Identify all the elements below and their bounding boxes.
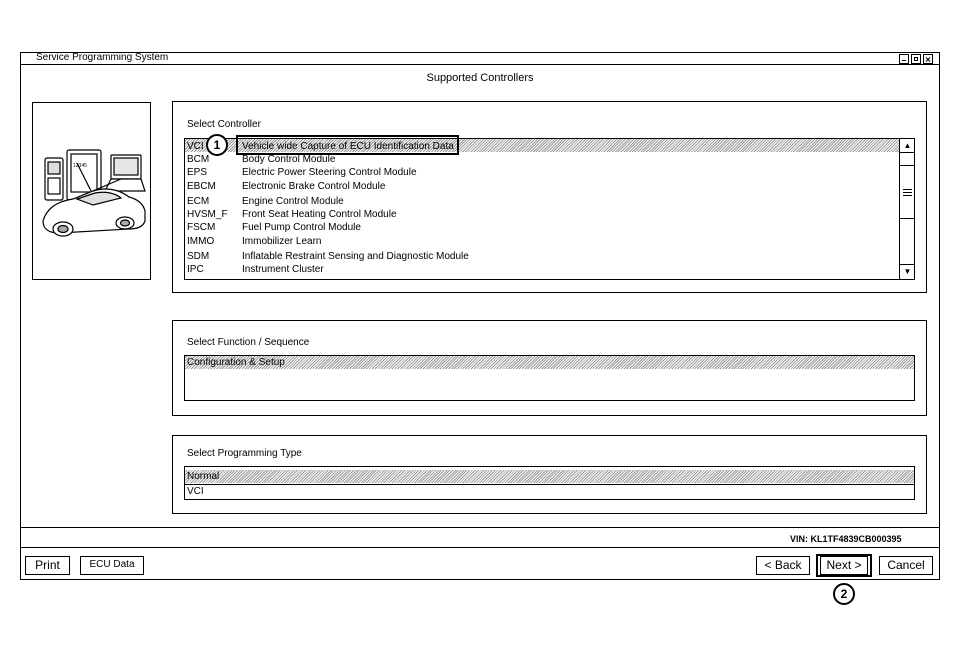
- close-icon[interactable]: [923, 54, 933, 64]
- next-button[interactable]: Next >: [820, 556, 868, 575]
- grip-line: [903, 192, 912, 193]
- list-item[interactable]: EBCM Electronic Brake Control Module: [187, 181, 386, 192]
- list-item[interactable]: BCM Body Control Module: [187, 154, 336, 165]
- callout-1-highlight: [236, 135, 459, 155]
- back-button[interactable]: < Back: [756, 556, 810, 575]
- scroll-up-icon[interactable]: ▲: [900, 139, 915, 153]
- ecu-data-button[interactable]: ECU Data: [80, 556, 144, 575]
- page-title: Supported Controllers: [426, 72, 534, 84]
- scrollbar[interactable]: [899, 139, 915, 279]
- minimize-icon[interactable]: [899, 54, 909, 64]
- list-item[interactable]: IPC Instrument Cluster: [187, 264, 324, 275]
- illustration-panel: [32, 102, 151, 280]
- function-section-label: Select Function / Sequence: [187, 337, 310, 348]
- vin-label: VIN: KL1TF4839CB000395: [790, 534, 902, 544]
- footer-divider: [20, 547, 940, 548]
- controller-listbox[interactable]: [184, 138, 915, 280]
- footer-divider: [20, 527, 940, 528]
- controller-section-label: Select Controller: [187, 119, 261, 130]
- grip-line: [903, 189, 912, 190]
- cancel-button[interactable]: Cancel: [879, 556, 933, 575]
- list-item[interactable]: EPS Electric Power Steering Control Module: [187, 167, 417, 178]
- scroll-thumb[interactable]: [900, 165, 915, 219]
- list-item[interactable]: VCI: [185, 484, 914, 497]
- list-item[interactable]: Normal: [185, 470, 914, 483]
- list-item[interactable]: ECM Engine Control Module: [187, 196, 344, 207]
- list-item[interactable]: IMMO Immobilizer Learn: [187, 236, 322, 247]
- scroll-down-icon[interactable]: ▼: [900, 264, 915, 278]
- callout-2-badge: 2: [833, 583, 855, 605]
- function-listbox[interactable]: [184, 355, 915, 401]
- programming-type-label: Select Programming Type: [187, 448, 302, 459]
- list-item[interactable]: Configuration & Setup: [185, 356, 914, 369]
- list-item[interactable]: VCI Vehicle wide Capture of ECU Identification Data: [187, 141, 454, 152]
- programming-type-listbox[interactable]: [184, 466, 915, 500]
- app-title: Service Programming System: [36, 52, 169, 63]
- grip-line: [903, 195, 912, 196]
- tool-display-text: 12345: [73, 163, 87, 169]
- list-item[interactable]: HVSM_F Front Seat Heating Control Module: [187, 209, 397, 220]
- list-item[interactable]: SDM Inflatable Restraint Sensing and Diagnostic Module: [187, 251, 469, 262]
- callout-1-badge: 1: [206, 134, 228, 156]
- maximize-icon[interactable]: [911, 54, 921, 64]
- list-item[interactable]: FSCM Fuel Pump Control Module: [187, 222, 361, 233]
- print-button[interactable]: Print: [25, 556, 70, 575]
- vehicle-with-scan-tools-icon: [33, 103, 149, 278]
